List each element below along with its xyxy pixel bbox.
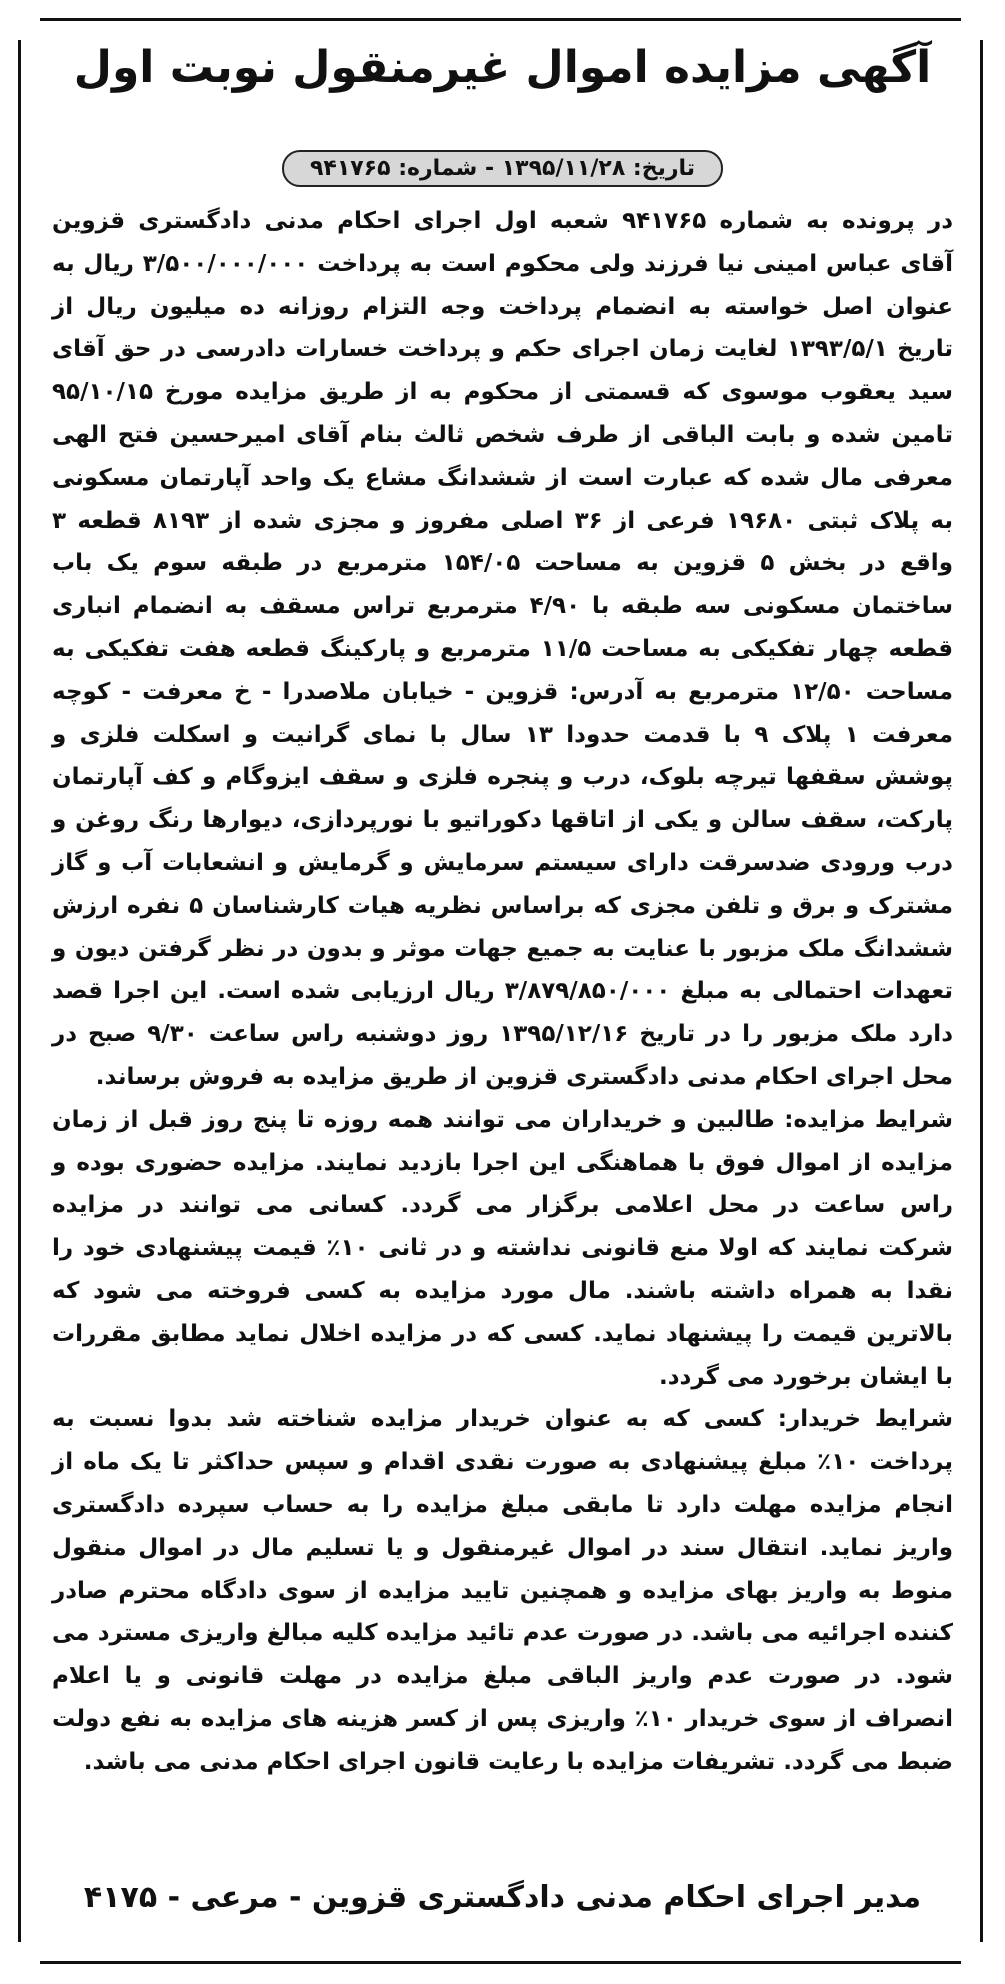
paragraph-buyer-conditions: شرایط خریدار: کسی که به عنوان خریدار مزایده شناخته شد بدوا نسبت به پرداخت ۱۰٪ مبلغ پیشنهادی به صورت نقدی اقدام و سپس حداکثر تا یک ماه از انجام مزایده مهلت دارد تا مابقی مبلغ مزایده را به حساب سپرده دادگستری واریز نماید. انتقال سند در اموال غیرمنقول و یا تسلیم مال در اموال منقول منوط به واریز بهای مزایده و همچنین تایید مزایده از سوی دادگاه محترم صادر کننده اجرائیه می باشد. در صورت عدم تائید مزایده کلیه مبالغ واریزی مسترد می شود. در صورت عدم واریز الباقی مبلغ مزایده در مهلت قانونی و یا اعلام انصراف از سوی خریدار ۱۰٪ واریزی پس از کسر هزینه های مزایده به نفع دولت ضبط می گردد. تشریفات مزایده با رعایت قانون اجرای احکام مدنی می باشد. xyxy=(52,1406,954,1775)
border-corner-top-right xyxy=(961,18,983,40)
notice-title: آگهی مزایده اموال غیرمنقول نوبت اول xyxy=(73,42,932,93)
border-corner-top-left xyxy=(18,18,40,40)
date-bar-wrapper xyxy=(0,150,1005,187)
paragraph-case-details: در پرونده به شماره ۹۴۱۷۶۵ شعبه اول اجرای احکام مدنی دادگستری قزوین آقای عباس امینی نیا فرزند ولی محکوم است به پرداخت ۳/۵۰۰/۰۰۰/۰۰۰ ریال به عنوان اصل خواسته به انضمام پرداخت وجه التزام روزانه ده میلیون ریال از تاریخ ۱۳۹۳/۵/۱ لغایت زمان اجرای حکم و پرداخت خسارات دادرسی در حق آقای سید یعقوب موسوی که قسمتی از محکوم به از طریق مزایده مورخ ۹۵/۱۰/۱۵ تامین شده و بابت الباقی از طرف شخص ثالث بنام آقای امیرحسین فتح الهی معرفی مال شده که عبارت است از ششدانگ مشاع یک واحد آپارتمان مسکونی به پلاک ثبتی ۱۹۶۸۰ فرعی از ۳۶ اصلی مفروز و مجزی شده از ۸۱۹۳ قطعه ۳ واقع در بخش ۵ قزوین به مساحت ۱۵۴/۰۵ مترمربع در طبقه سوم یک باب ساختمان مسکونی سه طبقه با ۴/۹۰ مترمربع تراس مسقف به انضمام انباری قطعه چهار تفکیکی به مساحت ۱۱/۵ مترمربع و پارکینگ قطعه هفت تفکیکی به مساحت ۱۲/۵۰ مترمربع به آدرس: قزوین - خیابان ملاصدرا - خ معرفت - کوچه معرفت ۱ پلاک ۹ با قدمت حدودا ۱۳ سال با نمای گرانیت و اسکلت فلزی و پوشش سقفها تیرچه بلوک، درب و پنجره فلزی و سقف ایزوگام و کف آپارتمان پارکت، سقف سالن و یکی از اتاقها دکوراتیو با نورپردازی، دیوارها رنگ روغن و درب ورودی ضدسرقت دارای سیستم سرمایش و گرمایش و انشعابات آب و گاز مشترک و برق و تلفن مجزی که براساس نظریه هیات کارشناسان ۵ نفره ارزش ششدانگ ملک مزبور با عنایت به جمیع جهات موثر و بدون در نظر گرفتن دیون و تعهدات احتمالی به مبلغ ۳/۸۷۹/۸۵۰/۰۰۰ ریال ارزیابی شده است. این اجرا قصد دارد ملک مزبور را در تاریخ ۱۳۹۵/۱۲/۱۶ روز دوشنبه راس ساعت ۹/۳۰ صبح در محل اجرای احکام مدنی دادگستری قزوین از طریق مزایده به فروش برساند. xyxy=(52,208,954,1090)
paragraph-auction-conditions: شرایط مزایده: طالبین و خریداران می توانند همه روزه تا پنج روز قبل از زمان مزایده از اموال فوق با هماهنگی این اجرا بازدید نمایند. مزایده حضوری بوده و راس ساعت در محل اعلامی برگزار می گردد. کسانی می توانند در مزایده شرکت نمایند که اولا منع قانونی نداشته و در ثانی ۱۰٪ قیمت پیشنهادی خود را نقدا به همراه داشته باشند. مال مورد مزایده به کسی فروخته می شود که بالاترین قیمت را پیشنهاد نماید. کسی که در مزایده اخلال نماید مطابق مقررات با ایشان برخورد می گردد. xyxy=(52,1106,953,1390)
notice-body xyxy=(52,200,953,1783)
date-number-bar: تاریخ: ۱۳۹۵/۱۱/۲۸ - شماره: ۹۴۱۷۶۵ xyxy=(282,150,723,187)
border-corner-bottom-right xyxy=(961,1942,983,1964)
border-corner-bottom-left xyxy=(18,1942,40,1964)
notice-signature: مدیر اجرای احکام مدنی دادگستری قزوین - مرعی - ۴۱۷۵ xyxy=(83,1880,922,1915)
